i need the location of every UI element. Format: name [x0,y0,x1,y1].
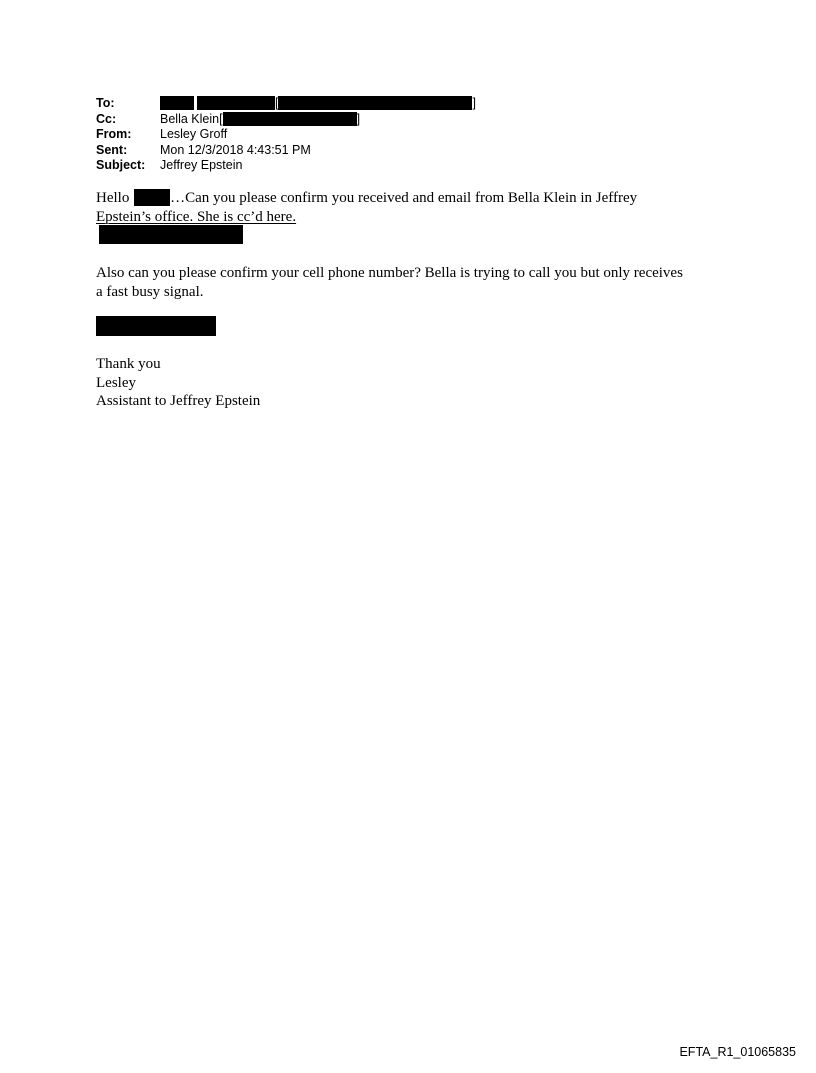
redaction-block [134,189,170,206]
to-label: To: [96,96,115,110]
bracket-open: [ [275,96,279,110]
bracket-close: ] [472,96,476,110]
text-line [96,283,683,302]
redaction-block [96,316,216,336]
redaction-block [223,112,357,126]
document-id: EFTA_R1_01065835 [679,1045,796,1059]
text-line [96,264,683,283]
redaction-block [160,96,194,110]
redaction-block [278,96,472,110]
from-label: From: [96,127,132,141]
text-line [96,374,260,393]
cc-value [160,112,360,128]
text-line [96,189,637,208]
text-line [96,392,260,411]
signature-title: Assistant to Jeffrey Epstein [96,393,261,409]
text-line [96,355,260,374]
bracket-open: [ [219,111,223,126]
to-value [160,96,476,112]
sent-value: Mon 12/3/2018 4:43:51 PM [160,142,311,157]
subject-value: Jeffrey Epstein [160,158,243,172]
body-line-2-text: Epstein’s office. She is cc’d here. [96,208,297,225]
cc-name: Bella Klein [160,111,220,126]
closing-text: Thank you [96,356,161,372]
message-paragraph-2 [96,264,683,301]
bracket-close: ] [356,111,361,126]
sent-label: Sent: [96,142,128,157]
signature-name: Lesley [96,374,136,391]
body-para2-line-1-text: Also can you please confirm your cell phone number? Bella is trying to call you but only receives [96,265,683,281]
body-line-1-text: …Can you please confirm you received and email from Bella Klein in Jeffrey [170,190,638,206]
body-para2-line-2-text: a fast busy signal. [96,283,204,300]
redaction-block [99,225,243,244]
cc-label: Cc: [96,111,117,126]
subject-label: Subject: [96,158,146,172]
message-paragraph-1 [96,189,637,226]
redaction-block [197,96,275,110]
from-value: Lesley Groff [160,127,228,141]
greeting-text: Hello [96,190,130,206]
text-line [96,208,296,227]
message-closing [96,355,260,411]
